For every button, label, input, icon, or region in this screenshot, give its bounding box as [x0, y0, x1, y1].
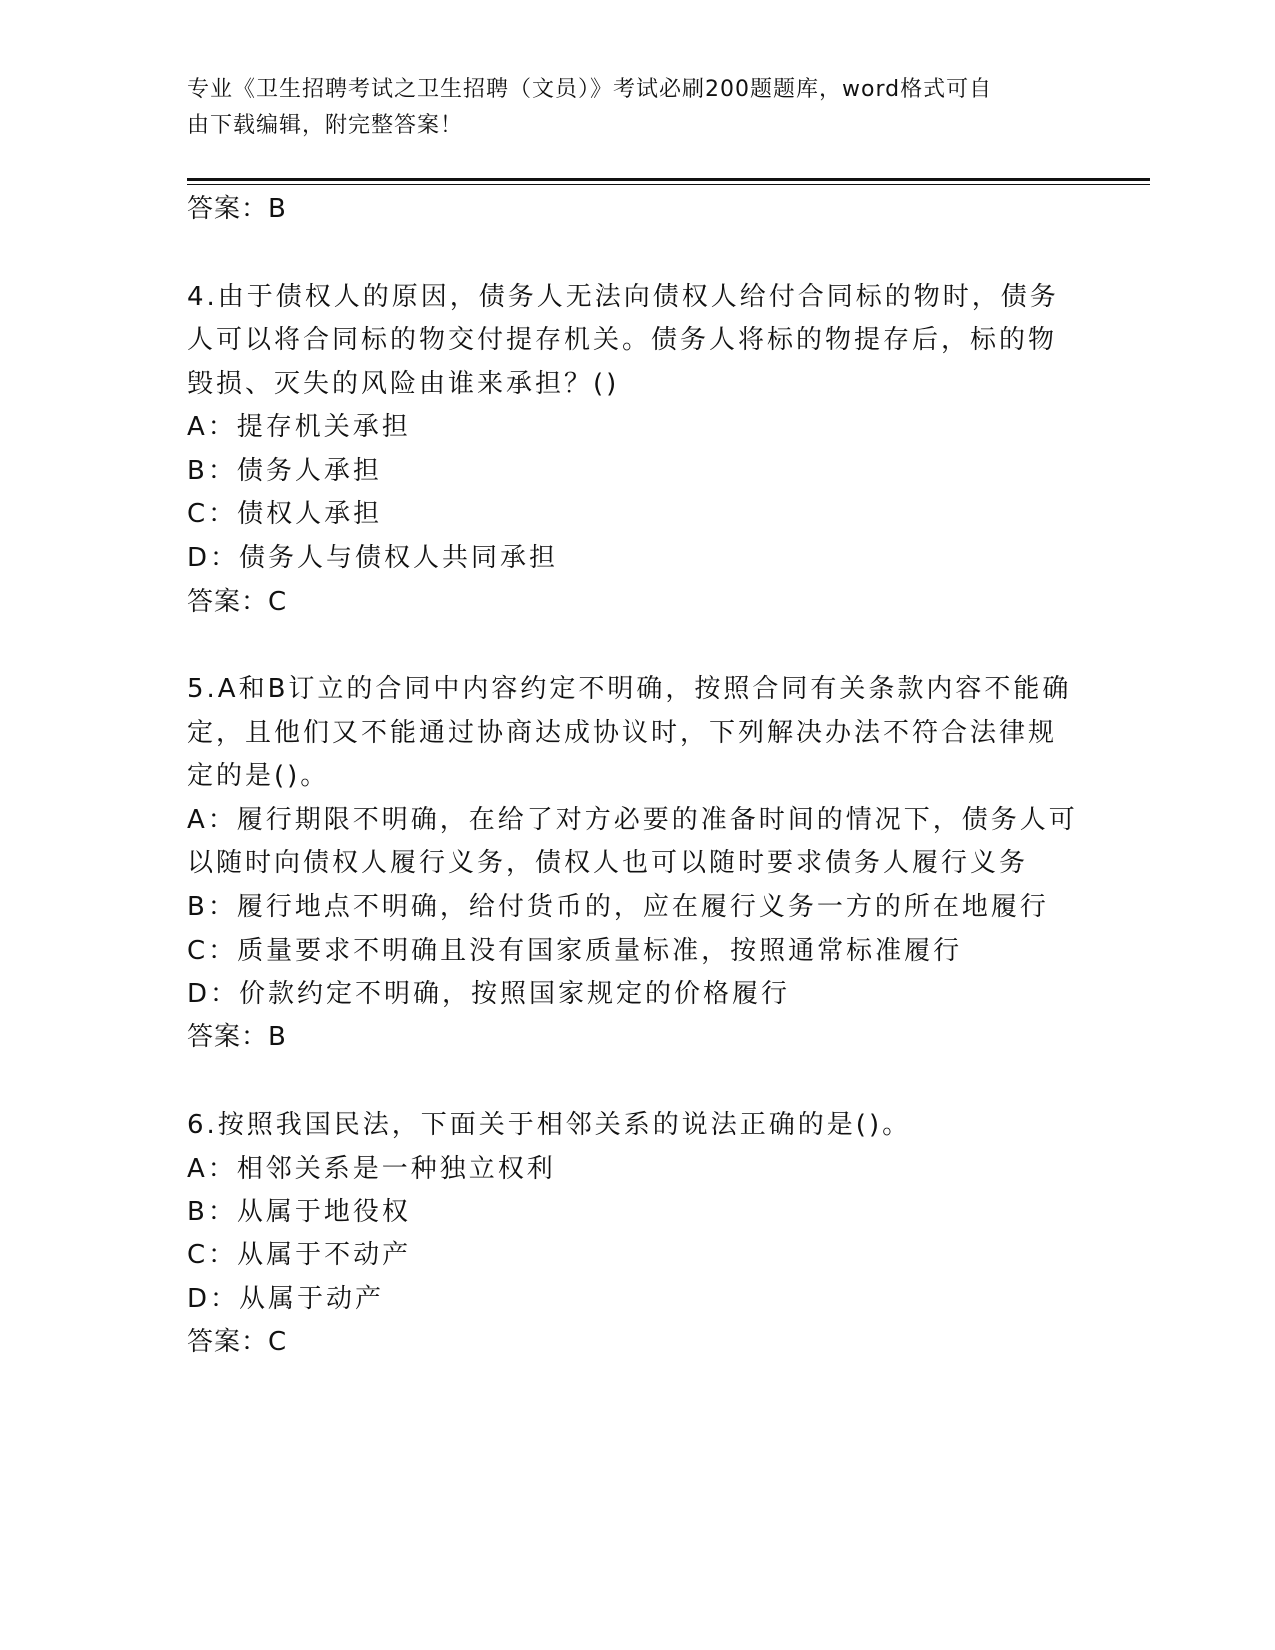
question-4-answer: 答案：C	[187, 587, 288, 617]
question-5-option-c: C：质量要求不明确且没有国家质量标准，按照通常标准履行	[187, 936, 963, 966]
header-divider-thin	[187, 184, 1150, 185]
answer-label: 答案：B	[187, 194, 287, 224]
question-4-stem-line-2: 人可以将合同标的物交付提存机关。债务人将标的物提存后，标的物	[187, 325, 1058, 355]
header-line-1: 专业《卫生招聘考试之卫生招聘（文员）》考试必刷200题题库，word格式可自	[187, 77, 993, 102]
question-4-stem-line-3: 毁损、灭失的风险由谁来承担？()	[187, 369, 620, 399]
question-5-stem-line-1: 5.A和B订立的合同中内容约定不明确，按照合同有关条款内容不能确	[187, 674, 1072, 704]
question-5-stem-line-2: 定，且他们又不能通过协商达成协议时，下列解决办法不符合法律规	[187, 718, 1058, 748]
question-4-stem-line-1: 4.由于债权人的原因，债务人无法向债权人给付合同标的物时，债务	[187, 282, 1059, 312]
question-5-stem-line-3: 定的是()。	[187, 761, 330, 791]
question-6-option-b: B：从属于地役权	[187, 1197, 411, 1227]
question-5-option-d: D：价款约定不明确，按照国家规定的价格履行	[187, 979, 791, 1009]
question-4-option-d: D：债务人与债权人共同承担	[187, 543, 559, 573]
question-5-option-a: A：履行期限不明确，在给了对方必要的准备时间的情况下，债务人可	[187, 805, 1078, 835]
header-line-2: 由下载编辑，附完整答案！	[187, 113, 464, 138]
question-6-answer: 答案：C	[187, 1327, 288, 1357]
document-header	[187, 72, 1067, 144]
question-6-stem-line-1: 6.按照我国民法，下面关于相邻关系的说法正确的是()。	[187, 1110, 912, 1140]
question-6-option-d: D：从属于动产	[187, 1284, 385, 1314]
question-4-option-a: A：提存机关承担	[187, 412, 411, 442]
question-6-option-c: C：从属于不动产	[187, 1240, 412, 1270]
question-5-option-a-continued: 以随时向债权人履行义务，债权人也可以随时要求债务人履行义务	[187, 848, 1029, 878]
question-4-option-c: C：债权人承担	[187, 499, 383, 529]
header-divider-thick	[187, 178, 1150, 181]
question-6-option-a: A：相邻关系是一种独立权利	[187, 1154, 556, 1184]
question-5-option-b: B：履行地点不明确，给付货币的，应在履行义务一方的所在地履行	[187, 892, 1049, 922]
question-4-option-b: B：债务人承担	[187, 456, 382, 486]
question-5-answer: 答案：B	[187, 1022, 287, 1052]
